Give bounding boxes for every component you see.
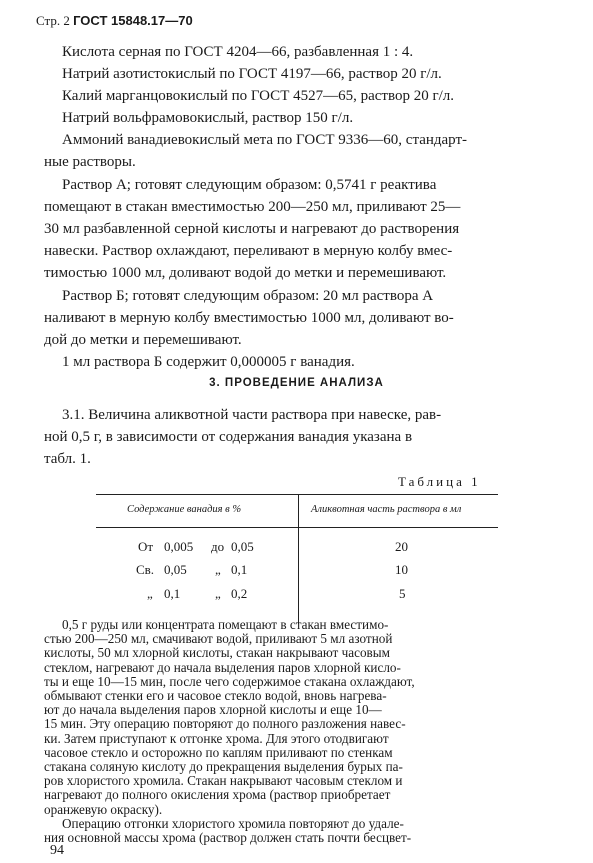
reagent-line: Кислота серная по ГОСТ 4204—66, разбавленная 1 : 4. [62,44,414,60]
procedure-line: ров хлористого хромила. Стакан накрывают часовым стеклом и [44,773,403,789]
para-3-1-line: 3.1. Величина аликвотной части раствора при навеске, рав- [62,407,442,423]
solution-b-line: Раствор Б; готовят следующим образом: 20 мл раствора А [62,288,434,304]
reagent-line: Натрий азотистокислый по ГОСТ 4197—66, раствор 20 г/л. [62,66,442,82]
procedure-line: стакана соляную кислоту до прекращения выделения бурых па- [44,759,403,774]
table-header-aliquot: Аликвотная часть раствора в мл [311,504,462,515]
para-3-1-line: табл. 1. [44,451,91,467]
reagent-line: Калий марганцовокислый по ГОСТ 4527—65, раствор 20 г/л. [62,88,455,104]
solution-a-line: помещают в стакан вместимостью 200—250 мл, приливают 25— [44,199,461,215]
procedure-line: нагревают до полного окисления хрома (раствор приобретает [44,787,391,803]
reagent-line: Аммоний ванадиевокислый мета по ГОСТ 9336—60, стандарт- [62,132,468,148]
procedure-line: ют до начала выделения паров хлорной кислоты и еще 10— [44,702,382,718]
solution-b-line: наливают в мерную колбу вместимостью 1000 мл, доливают во- [44,310,454,326]
running-header [36,13,193,29]
procedure-line: ки. Затем приступают к отгонке хрома. Для этого отодвигают [44,730,389,746]
solution-b-line: 1 мл раствора Б содержит 0,000005 г ванадия. [62,354,355,370]
solution-a-line: 30 мл разбавленной серной кислоты и нагревают до растворения [44,221,460,237]
procedure-line: кислоты, 50 мл хлорной кислоты, стакан накрывают часовым [44,645,390,661]
procedure-line: ния основной массы хрома (раствор должен стать почти бесцвет- [44,830,412,845]
solution-b-line: дой до метки и перемешивают. [44,332,242,348]
solution-a-line: Раствор А; готовят следующим образом: 0,5741 г реактива [62,177,437,193]
solution-a-line: тимостью 1000 мл, доливают водой до метки и перемешивают. [44,265,447,281]
procedure-line: обмывают стенки его и часовое стекло водой, вновь нагрева- [44,688,387,703]
procedure-line: 15 мин. Эту операцию повторяют до полного разложения навес- [44,716,406,732]
para-3-1-line: ной 0,5 г, в зависимости от содержания ванадия указана в [44,429,413,445]
page-number: 94 [50,843,64,858]
standard-number: ГОСТ 15848.17—70 [73,13,193,28]
procedure-line: Операцию отгонки хлористого хромила повторяют до удале- [62,815,404,831]
procedure-line: оранжевую окраску). [44,801,163,817]
table-header-vanadium-content: Содержание ванадия в % [127,504,242,515]
reagent-line: ные растворы. [44,154,136,170]
reagent-line: Натрий вольфрамовокислый, раствор 150 г/л. [62,110,354,126]
page-label: Стр. 2 [36,13,70,28]
table-caption: Таблица 1 [398,474,481,489]
procedure-line: стью 200—250 мл, смачивают водой, приливают 5 мл азотной [44,631,393,647]
procedure-line: 0,5 г руды или концентрата помещают в стакан вместимо- [62,617,389,632]
solution-a-line: навески. Раствор охлаждают, переливают в мерную колбу вмес- [44,243,453,259]
section-title: 3. ПРОВЕДЕНИЕ АНАЛИЗА [209,377,384,389]
procedure-line: стеклом, нагревают до начала выделения паров хлорной кисло- [44,659,401,675]
procedure-line: часовое стекло и осторожно по каплям приливают по стенкам [44,744,393,760]
procedure-line: ты и еще 10—15 мин, после чего содержимое стакана охлаждают, [44,673,415,689]
